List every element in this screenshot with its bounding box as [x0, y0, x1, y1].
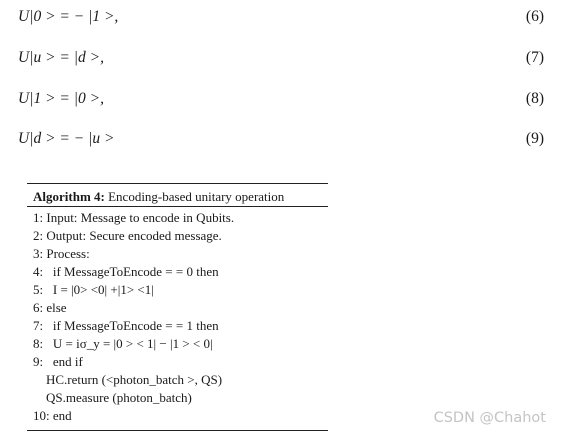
algorithm-line: 9: end if — [33, 354, 83, 369]
equation-8 — [18, 88, 544, 110]
equation-expression: U|u > = |d >, — [18, 49, 104, 66]
algorithm-line: 10: end — [33, 408, 72, 423]
algorithm-line: 4: if MessageToEncode = = 0 then — [33, 264, 219, 279]
watermark-text: CSDN @Chahot — [433, 410, 546, 426]
algorithm-bottom-rule — [27, 430, 328, 431]
algorithm-line: 1: Input: Message to encode in Qubits. — [33, 210, 235, 225]
equation-9 — [18, 128, 544, 150]
algorithm-line: QS.measure (photon_batch) — [46, 390, 192, 405]
algorithm-top-rule — [27, 183, 328, 184]
algorithm-line: 3: Process: — [33, 246, 90, 261]
equation-expression: U|0 > = − |1 >, — [18, 8, 119, 25]
algorithm-line: 5: I = |0> <0| +|1> <1| — [33, 282, 154, 297]
equation-number: (8) — [525, 90, 544, 107]
algorithm-line: 2: Output: Secure encoded message. — [33, 228, 222, 243]
algorithm-line: 8: U = iσ_y = |0 > < 1| − |1 > < 0| — [33, 336, 213, 351]
algorithm-line: 7: if MessageToEncode = = 1 then — [33, 318, 219, 333]
equation-7 — [18, 47, 544, 69]
algorithm-line: 6: else — [33, 300, 67, 315]
equation-expression: U|1 > = |0 >, — [18, 90, 104, 107]
equation-number: (9) — [525, 130, 544, 147]
algorithm-box — [27, 183, 328, 431]
algorithm-body — [27, 209, 328, 425]
algorithm-title-label: Algorithm 4: — [33, 189, 105, 204]
algorithm-title — [27, 188, 328, 205]
equation-number: (7) — [525, 49, 544, 66]
equation-6 — [18, 6, 544, 28]
algorithm-line: HC.return (<photon_batch >, QS) — [46, 372, 223, 387]
algorithm-title-text: Encoding-based unitary operation — [104, 189, 285, 204]
equation-number: (6) — [525, 8, 544, 25]
algorithm-title-rule — [27, 206, 328, 207]
equation-expression: U|d > = − |u > — [18, 130, 115, 147]
